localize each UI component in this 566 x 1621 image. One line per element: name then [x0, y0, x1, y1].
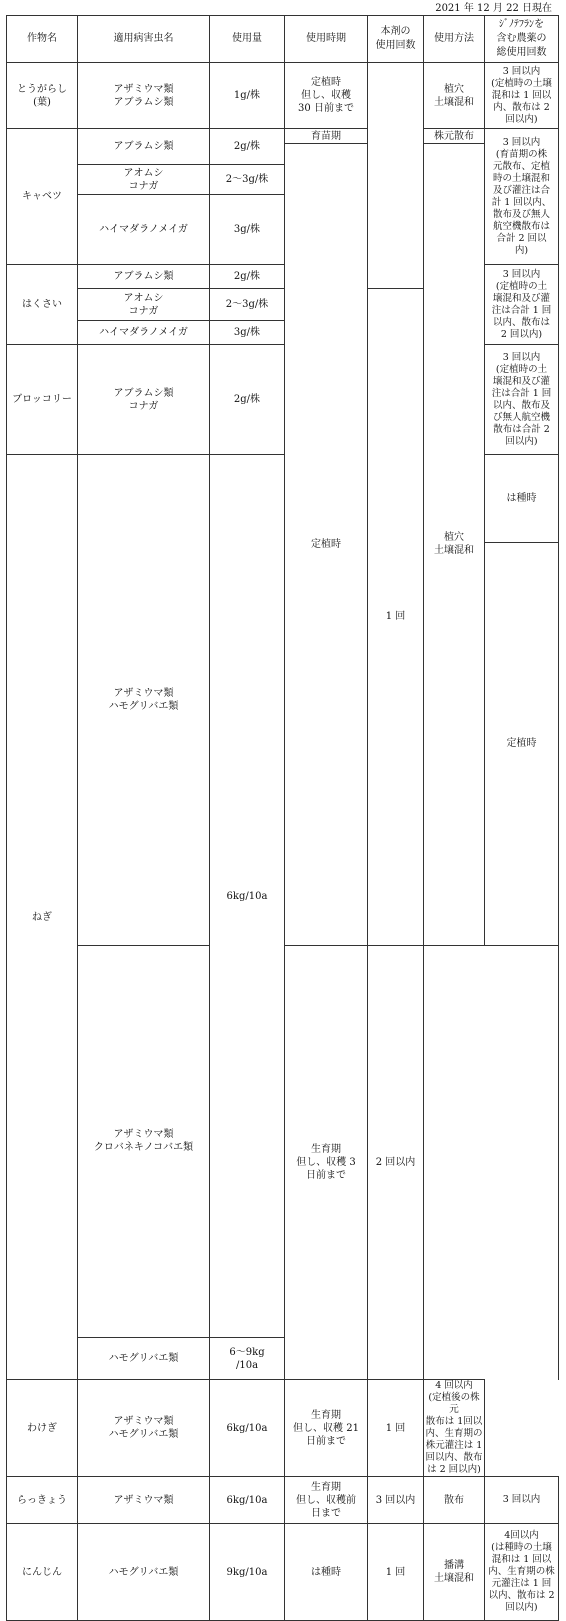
- pesticide-usage-table: [6, 15, 559, 1621]
- amount-cell: 2～3g/株: [210, 289, 285, 321]
- amount-cell: 6kg/10a: [210, 455, 285, 1338]
- timing-cell: は種時: [285, 1524, 368, 1621]
- header-row: [7, 16, 559, 63]
- table-row: [7, 129, 559, 144]
- timing-cell: 生育期 但し、収穫 21 日前まで: [285, 1380, 368, 1477]
- pest-cell: アザミウマ類 ハモグリバエ類: [78, 455, 210, 946]
- header-method: 使用方法: [424, 16, 485, 63]
- count-cell: 2 回以内: [368, 945, 424, 1380]
- count-cell: 1 回: [368, 289, 424, 946]
- header-total: ｼﾞﾉﾃﾌﾗﾝを 含む農薬の 総使用回数: [485, 16, 559, 63]
- amount-cell: 3g/株: [210, 321, 285, 345]
- amount-cell: 6～9kg /10a: [210, 1338, 285, 1380]
- total-count-cell: 4 回以内 (定植後の株元 散布は 1回以 内、生育期の 株元灌注は 1 回以内、散布 は 2 回以内): [425, 1380, 483, 1475]
- header-pest: 適用病害虫名: [78, 16, 210, 63]
- timing-cell: 生育期 但し、収穫 3 日前まで: [285, 945, 368, 1380]
- pest-cell: ハモグリバエ類: [78, 1524, 210, 1621]
- crop-rakkyo: らっきょう: [7, 1477, 78, 1524]
- total-count-cell: 3 回以内 (定植時の土 壌混和及び灌 注は合計 1 回 以内、散布及 び無人航空機 散布は合計 2 回以内): [485, 345, 559, 455]
- method-cell: 播溝 土壌混和: [424, 1524, 485, 1621]
- header-amount: 使用量: [210, 16, 285, 63]
- count-cell: 1 回: [368, 1380, 424, 1477]
- amount-cell: 6kg/10a: [210, 1477, 285, 1524]
- crop-togarashi: とうがらし(葉): [7, 63, 78, 129]
- header-timing: 使用時期: [285, 16, 368, 63]
- total-count-cell: 3 回以内 (定植時の土壌 混和は 1 回以 内、散布は 2 回以内): [485, 63, 559, 129]
- table-row: [7, 1338, 559, 1380]
- pest-cell: アオムシ コナガ: [78, 165, 210, 195]
- timing-cell: 定植時 但し、収穫 30 日前まで: [285, 63, 368, 129]
- crop-negi: ねぎ: [7, 455, 78, 1380]
- pest-cell: アザミウマ類 アブラムシ類: [78, 63, 210, 129]
- table-row: [7, 63, 559, 129]
- amount-cell: 2g/株: [210, 345, 285, 455]
- count-cell: 1 回: [368, 1524, 424, 1621]
- pest-cell: アオムシ コナガ: [78, 289, 210, 321]
- table-row: [7, 1380, 559, 1477]
- total-count-cell: 4回以内 (は種時の土壌 混和は 1 回以 内、生育期の株 元灌注は 1 回 以内、散布は 2 回以内): [485, 1524, 559, 1621]
- method-cell: 植穴 土壌混和: [424, 144, 485, 946]
- amount-cell: 6kg/10a: [210, 1380, 285, 1477]
- method-cell: 株元散布: [424, 129, 485, 144]
- timing-cell: 育苗期: [285, 129, 368, 144]
- header-crop: 作物名: [7, 16, 78, 63]
- timing-cell: 生育期 但し、収穫前 日まで: [285, 1477, 368, 1524]
- pest-cell: アザミウマ類: [78, 1477, 210, 1524]
- pest-cell: アザミウマ類 クロバネキノコバエ類: [78, 945, 210, 1338]
- date-stamp: 2021 年 12 月 22 日現在: [435, 3, 552, 14]
- crop-cabbage: キャベツ: [7, 129, 78, 265]
- amount-cell: 2～3g/株: [210, 165, 285, 195]
- crop-wakegi: わけぎ: [7, 1380, 78, 1477]
- pest-cell: アブラムシ類 コナガ: [78, 345, 210, 455]
- pest-cell: ハイマダラノメイガ: [78, 321, 210, 345]
- count-cell: 3 回以内: [368, 1477, 424, 1524]
- count-cell: [368, 63, 424, 289]
- total-count-cell: 3 回以内: [485, 1477, 559, 1524]
- timing-cell: 定植時: [485, 543, 559, 946]
- pest-cell: アブラムシ類: [78, 129, 210, 165]
- table-row: [7, 1477, 559, 1524]
- amount-cell: 2g/株: [210, 265, 285, 289]
- total-count-cell: 3 回以内 (定植時の土 壌混和及び灌 注は合計 1 回 以内、散布は 2 回以内): [485, 265, 559, 345]
- timing-cell: 定植時: [285, 144, 368, 946]
- pest-cell: ハモグリバエ類: [78, 1338, 210, 1380]
- method-cell: 植穴 土壌混和: [424, 63, 485, 129]
- header-count: 本剤の 使用回数: [368, 16, 424, 63]
- total-count-cell: 3 回以内 (育苗期の株 元散布、定植 時の土壌混和 及び灌注は合 計 1 回以内、 散布及び無人 航空機散布は 合計 2 回以 内): [485, 129, 559, 265]
- pest-cell: ハイマダラノメイガ: [78, 195, 210, 265]
- method-cell: 散布: [424, 1477, 485, 1524]
- timing-cell: は種時: [485, 455, 559, 543]
- crop-ninjin: にんじん: [7, 1524, 78, 1621]
- crop-hakusai: はくさい: [7, 265, 78, 345]
- pest-cell: アブラムシ類: [78, 265, 210, 289]
- amount-cell: 9kg/10a: [210, 1524, 285, 1621]
- amount-cell: 3g/株: [210, 195, 285, 265]
- amount-cell: 2g/株: [210, 129, 285, 165]
- crop-broccoli: ブロッコリー: [7, 345, 78, 455]
- pest-cell: アザミウマ類 ハモグリバエ類: [78, 1380, 210, 1477]
- amount-cell: 1g/株: [210, 63, 285, 129]
- table-row: [7, 1524, 559, 1621]
